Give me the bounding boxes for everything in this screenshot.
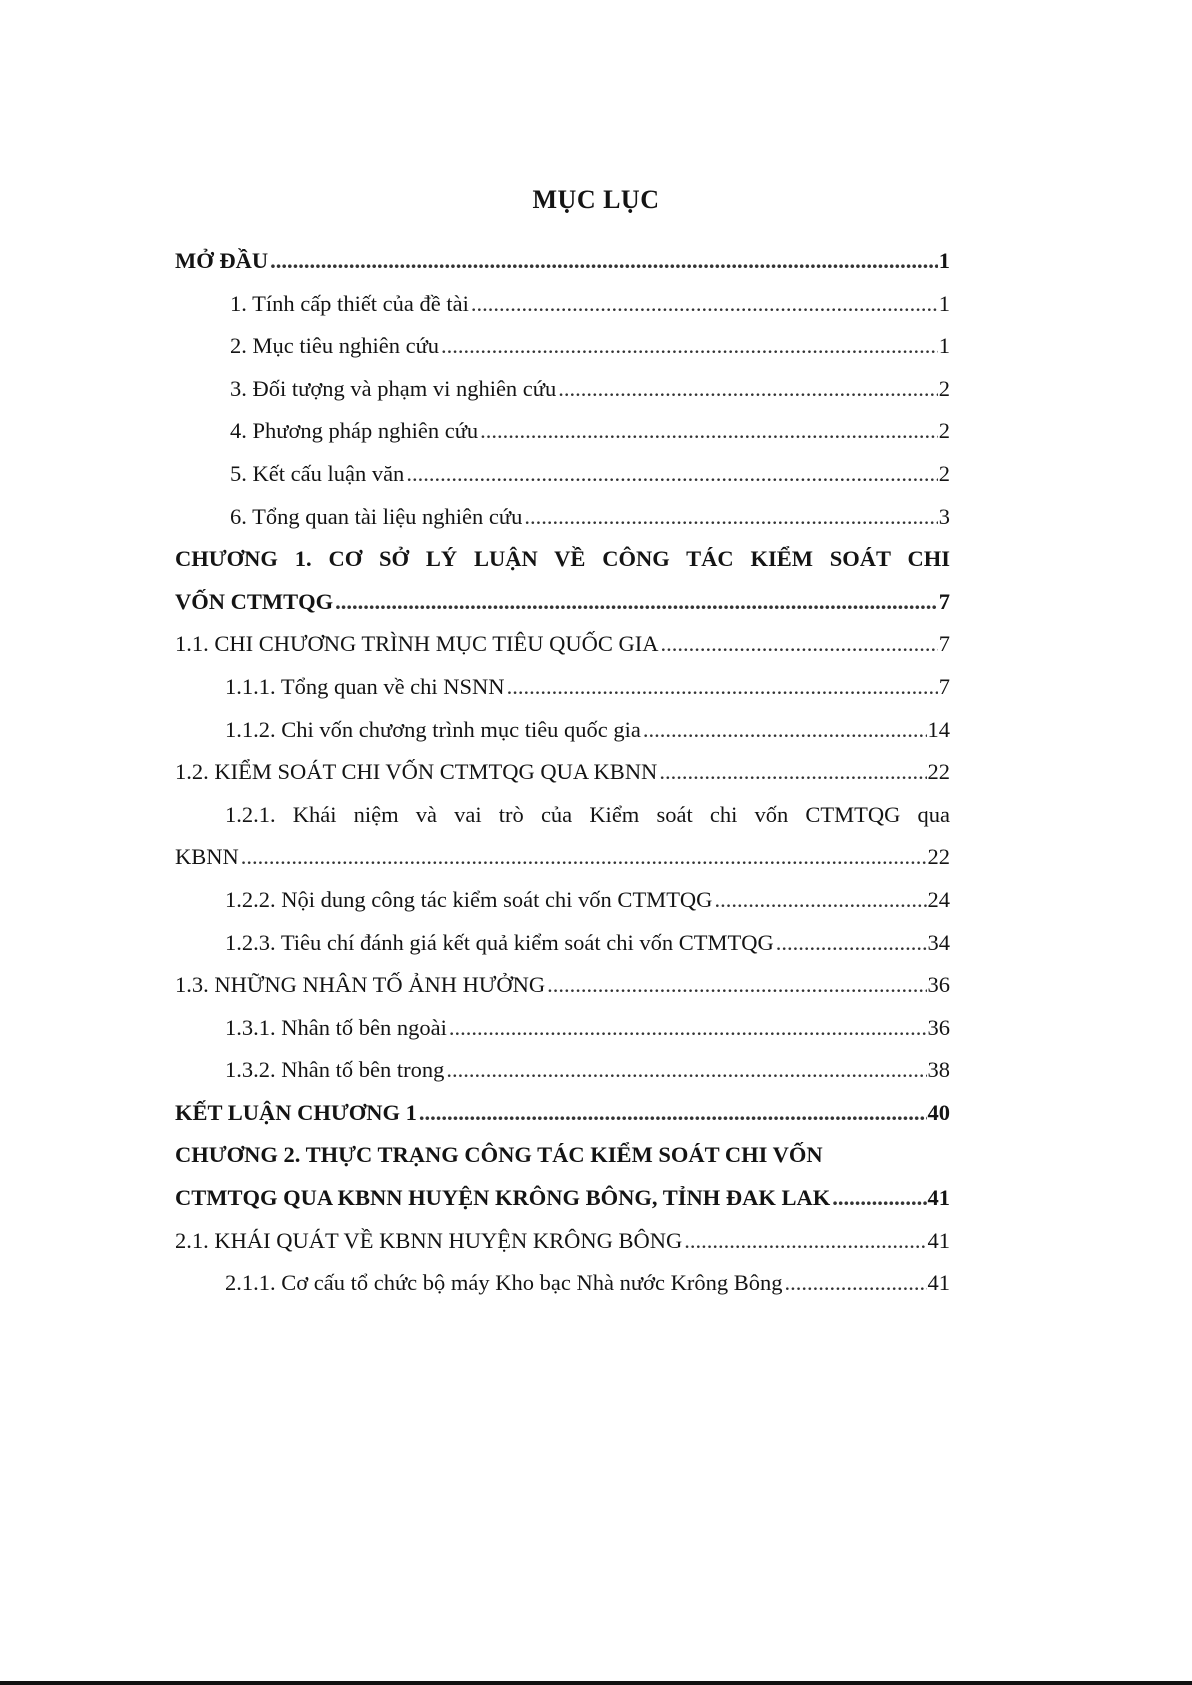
toc-entry-4[interactable] xyxy=(175,410,950,453)
toc-leader-dots xyxy=(659,751,926,794)
toc-page-number: 2 xyxy=(938,375,950,401)
toc-leader-dots xyxy=(643,709,927,752)
toc-leader-dots xyxy=(419,1092,927,1135)
table-of-contents xyxy=(175,240,950,1305)
toc-page-number: 7 xyxy=(938,588,950,614)
toc-entry-2-1[interactable] xyxy=(175,1220,950,1263)
toc-entry-text: MỞ ĐẦU xyxy=(175,248,269,273)
toc-entry-5[interactable] xyxy=(175,453,950,496)
toc-page-number: 1 xyxy=(938,333,950,359)
toc-page-number: 36 xyxy=(927,1014,950,1040)
page-title: MỤC LỤC xyxy=(532,185,660,214)
toc-entry-text: KẾT LUẬN CHƯƠNG 1 xyxy=(175,1099,417,1125)
toc-entry-1-3[interactable] xyxy=(175,964,950,1007)
toc-entry-mo-dau[interactable] xyxy=(175,240,950,283)
toc-leader-dots xyxy=(480,410,938,453)
toc-entry-text: VỐN CTMTQG xyxy=(175,588,334,614)
toc-entry-text: 1.1. CHI CHƯƠNG TRÌNH MỤC TIÊU QUỐC GIA xyxy=(175,631,659,657)
toc-leader-dots xyxy=(449,1007,927,1050)
toc-leader-dots xyxy=(335,581,938,624)
toc-entry-text: 1.2.3. Tiêu chí đánh giá kết quả kiểm soát chi vốn CTMTQG xyxy=(225,929,774,955)
toc-entry-1[interactable] xyxy=(175,283,950,326)
toc-leader-dots xyxy=(684,1220,926,1263)
toc-entry-1-2-2[interactable] xyxy=(175,879,950,922)
page-bottom-border xyxy=(0,1681,1192,1685)
toc-page-number: 2 xyxy=(938,418,950,444)
toc-entry-text: 3. Đối tượng và phạm vi nghiên cứu xyxy=(230,375,557,401)
toc-entry-text: CTMTQG QUA KBNN HUYỆN KRÔNG BÔNG, TỈNH ĐAK LAK xyxy=(175,1185,831,1211)
toc-entry-1-3-2[interactable] xyxy=(175,1049,950,1092)
toc-leader-dots xyxy=(441,325,938,368)
toc-page-number: 2 xyxy=(938,460,950,486)
toc-entry-1-2-3[interactable] xyxy=(175,922,950,965)
toc-entry-6[interactable] xyxy=(175,496,950,539)
toc-entry-chuong-1-line1[interactable]: CHƯƠNG 1. CƠ SỞ LÝ LUẬN VỀ CÔNG TÁC KIỂM SOÁT CHI xyxy=(175,546,950,572)
toc-entry-1-2-1-line1[interactable]: 1.2.1. Khái niệm và vai trò của Kiểm soát chi vốn CTMTQG qua xyxy=(225,801,950,827)
toc-entry-chuong-2-line1[interactable] xyxy=(175,1134,950,1177)
toc-page-number: 14 xyxy=(927,716,950,742)
toc-leader-dots xyxy=(524,496,937,539)
toc-page-number: 41 xyxy=(927,1185,950,1211)
toc-page-number: 7 xyxy=(938,673,950,699)
toc-leader-dots xyxy=(661,623,938,666)
toc-entry-1-3-1[interactable] xyxy=(175,1007,950,1050)
toc-entry-text: 1.3.1. Nhân tố bên ngoài xyxy=(225,1014,447,1040)
toc-entry-1-1[interactable] xyxy=(175,623,950,666)
toc-entry-text: 1.3. NHỮNG NHÂN TỐ ẢNH HƯỞNG xyxy=(175,972,546,998)
toc-page-number: 3 xyxy=(938,503,950,529)
toc-leader-dots xyxy=(776,922,927,965)
toc-entry-ket-luan-chuong-1[interactable] xyxy=(175,1092,950,1135)
toc-entry-1-1-1[interactable] xyxy=(175,666,950,709)
toc-entry-chuong-2[interactable] xyxy=(175,1177,950,1220)
toc-entry-text: 2.1.1. Cơ cấu tổ chức bộ máy Kho bạc Nhà nước Krông Bông xyxy=(225,1270,783,1296)
toc-entry-1-2-1[interactable] xyxy=(175,836,950,879)
toc-entry-1-2[interactable] xyxy=(175,751,950,794)
toc-entry-text: 2.1. KHÁI QUÁT VỀ KBNN HUYỆN KRÔNG BÔNG xyxy=(175,1227,683,1253)
toc-leader-dots xyxy=(507,666,938,709)
toc-entry-text: 1. Tính cấp thiết của đề tài xyxy=(230,290,469,316)
toc-entry-text: CHƯƠNG 2. THỰC TRẠNG CÔNG TÁC KIỂM SOÁT CHI VỐN xyxy=(175,1142,823,1168)
toc-entry-text: 1.1.1. Tổng quan về chi NSNN xyxy=(225,673,505,699)
toc-page-number: 7 xyxy=(938,631,950,657)
toc-entry-chuong-1[interactable] xyxy=(175,581,950,624)
toc-leader-dots xyxy=(547,964,926,1007)
toc-entry-3[interactable] xyxy=(175,368,950,411)
toc-page-number: 36 xyxy=(927,972,950,998)
toc-leader-dots xyxy=(832,1177,926,1220)
toc-entry-2-1-1[interactable] xyxy=(175,1262,950,1305)
toc-page-number: 24 xyxy=(927,886,950,912)
toc-entry-2[interactable] xyxy=(175,325,950,368)
toc-leader-dots xyxy=(714,879,926,922)
toc-leader-dots xyxy=(558,368,938,411)
toc-entry-text: 6. Tổng quan tài liệu nghiên cứu xyxy=(230,503,523,529)
toc-page-number: 41 xyxy=(927,1227,950,1253)
toc-page-number: 38 xyxy=(927,1057,950,1083)
toc-entry-text: 1.2.2. Nội dung công tác kiểm soát chi vốn CTMTQG xyxy=(225,886,713,912)
toc-entry-1-1-2[interactable] xyxy=(175,709,950,752)
toc-entry-text: 1.3.2. Nhân tố bên trong xyxy=(225,1057,445,1083)
toc-leader-dots xyxy=(446,1049,926,1092)
toc-leader-dots xyxy=(471,283,938,326)
toc-leader-dots xyxy=(241,836,927,879)
toc-entry-text: 2. Mục tiêu nghiên cứu xyxy=(230,333,440,359)
toc-leader-dots xyxy=(784,1262,926,1305)
toc-leader-dots xyxy=(406,453,937,496)
toc-entry-text: 1.1.2. Chi vốn chương trình mục tiêu quốc gia xyxy=(225,716,641,742)
toc-page-number: 1 xyxy=(938,290,950,316)
toc-page-number: 1 xyxy=(938,248,950,273)
toc-entry-text: 5. Kết cấu luận văn xyxy=(230,460,405,486)
toc-entry-text: KBNN xyxy=(175,844,239,870)
toc-leader-dots xyxy=(270,240,938,283)
toc-page-number: 22 xyxy=(927,844,950,870)
toc-page-number: 41 xyxy=(927,1270,950,1296)
toc-entry-text: 4. Phương pháp nghiên cứu xyxy=(230,418,479,444)
toc-entry-text: 1.2. KIỂM SOÁT CHI VỐN CTMTQG QUA KBNN xyxy=(175,759,658,785)
toc-page-number: 34 xyxy=(927,929,950,955)
toc-page-number: 40 xyxy=(927,1099,950,1125)
toc-page-number: 22 xyxy=(927,759,950,785)
